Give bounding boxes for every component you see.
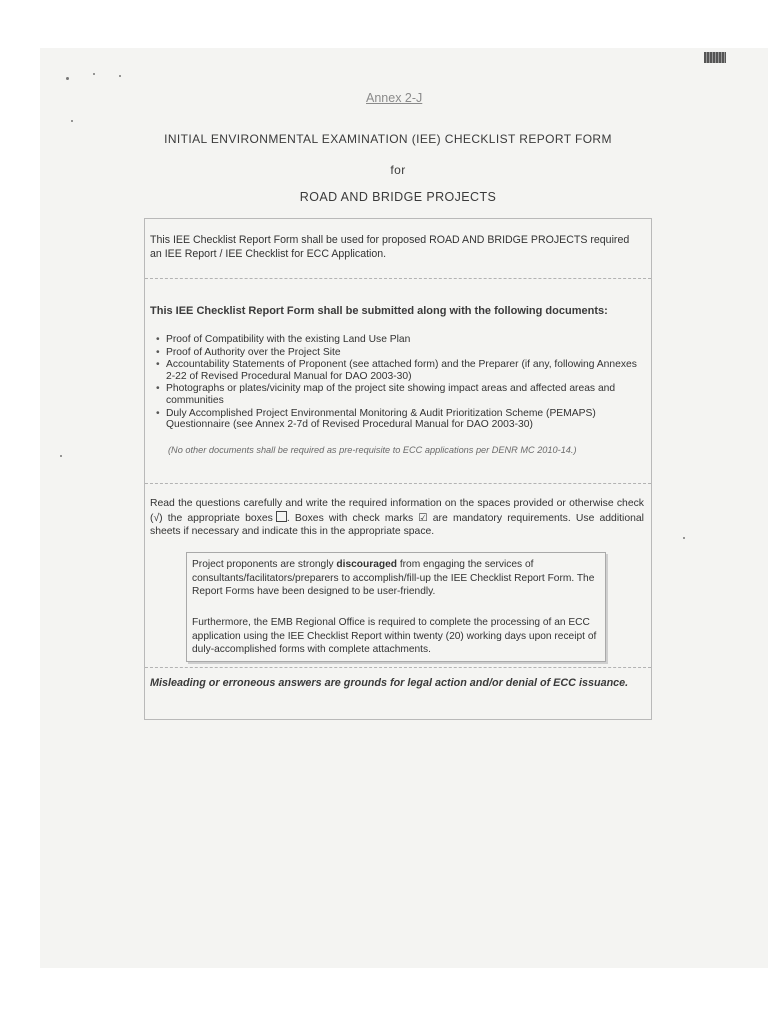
scan-speck	[60, 455, 62, 457]
submission-heading: This IEE Checklist Report Form shall be submitted along with the following documents:	[150, 305, 608, 317]
scan-mark-graphic	[704, 52, 726, 63]
scan-speck	[71, 120, 73, 122]
list-item: • Duly Accomplished Project Environmental Monitoring & Audit Prioritization Scheme (PEMAPS) Questionnaire (see Annex 2-7d of Revised Procedural Manual for DAO 2003-30)	[156, 408, 644, 431]
empty-checkbox-icon	[276, 511, 287, 522]
list-item: • Proof of Authority over the Project Site	[156, 347, 644, 359]
notice-paragraph-2: Furthermore, the EMB Regional Office is required to complete the processing of an ECC application using the IEE Checklist Report within twenty (20) working days upon receipt of duly-accomplished forms with complete attachments.	[192, 617, 597, 655]
form-title: INITIAL ENVIRONMENTAL EXAMINATION (IEE) CHECKLIST REPORT FORM	[164, 132, 612, 146]
form-title-for: for	[390, 163, 406, 177]
section-divider	[145, 483, 651, 484]
scan-speck	[683, 537, 685, 539]
warning-text: Misleading or erroneous answers are grounds for legal action and/or denial of ECC issuance.	[150, 677, 629, 689]
scan-speck	[119, 75, 121, 77]
notice-paragraph-1	[192, 558, 602, 599]
list-item: • Proof of Compatibility with the existing Land Use Plan	[156, 334, 644, 346]
instructions-paragraph	[150, 497, 644, 539]
instructions-text-part1: Read the questions carefully and write the required information on the spaces provided or otherwise check (√) the appropriate boxes	[150, 498, 644, 524]
notice-emphasis: discouraged	[336, 559, 397, 570]
section-divider	[145, 667, 651, 668]
form-subtitle: ROAD AND BRIDGE PROJECTS	[299, 190, 497, 204]
notice-text: Project proponents are strongly	[192, 559, 337, 570]
intro-paragraph: This IEE Checklist Report Form shall be used for proposed ROAD AND BRIDGE PROJECTS required an IEE Report / IEE Checklist for ECC Application.	[150, 234, 630, 260]
list-item: • Accountability Statements of Proponent (see attached form) and the Preparer (if any, following Annexes 2-22 of Revised Procedural Manual for DAO 2003-30)	[156, 359, 644, 382]
instructions-text-part2: . Boxes with check marks ☑ are mandatory requirements. Use additional sheets if necessary and indicate this in the appropriate space.	[150, 512, 644, 538]
documents-note: (No other documents shall be required as pre-requisite to ECC applications per DENR MC 2010-14.)	[168, 445, 577, 455]
notice-text: from engaging the services of consultants/facilitators/preparers to accomplish/fill-up the IEE Checklist Report Form. The Report Forms have been designed to be user-friendly.	[192, 559, 595, 597]
list-item: • Photographs or plates/vicinity map of the project site showing impact areas and affected areas and communities	[156, 383, 644, 406]
section-divider	[145, 278, 651, 279]
scan-speck	[66, 77, 69, 80]
required-documents-list	[156, 334, 644, 432]
scan-speck	[93, 73, 95, 75]
annex-label: Annex 2-J	[366, 91, 423, 105]
